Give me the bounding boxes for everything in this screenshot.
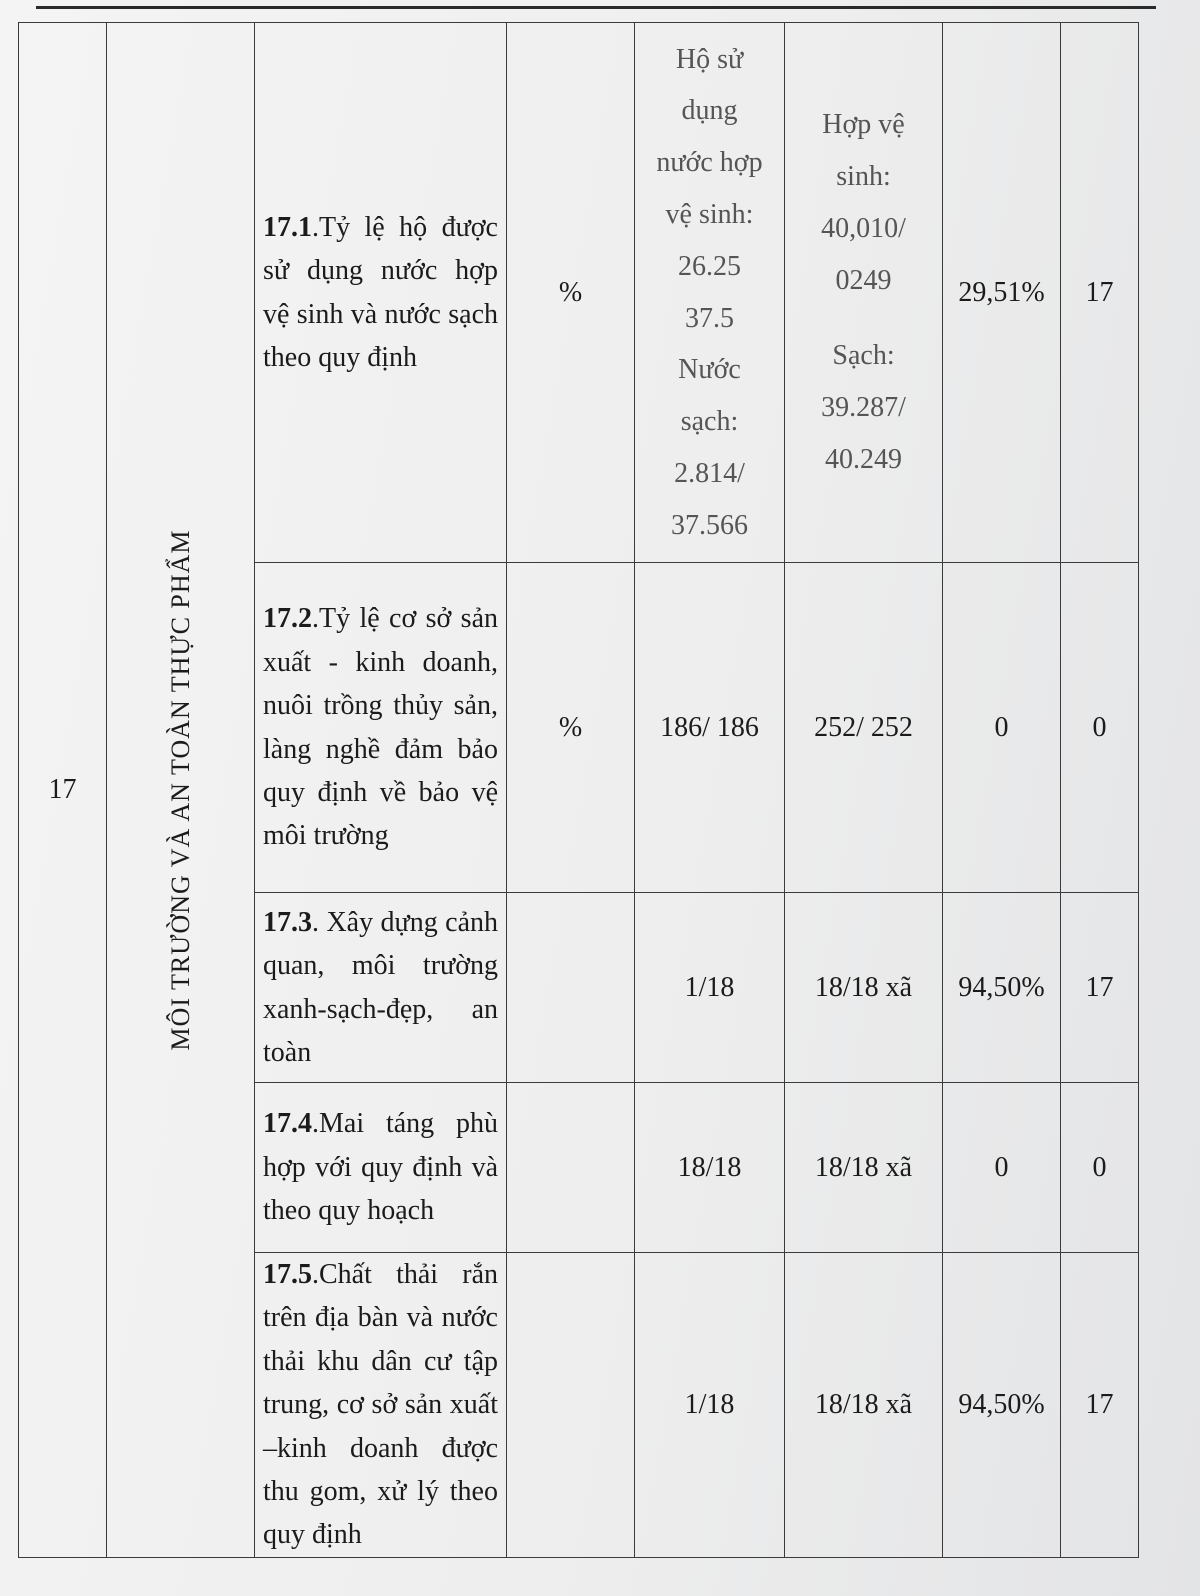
col7-cell: 17	[1061, 23, 1139, 563]
criterion-cell	[255, 893, 507, 1083]
criterion-cell	[255, 563, 507, 893]
criteria-table	[18, 22, 1139, 1558]
col5-line: Sạch:	[832, 340, 895, 372]
col4-line: Hộ sử	[675, 43, 744, 75]
col5-cell	[785, 23, 943, 563]
unit-cell	[507, 1253, 635, 1558]
criterion-cell	[255, 23, 507, 563]
col5-line: 0249	[835, 264, 892, 296]
col6-cell: 94,50%	[943, 893, 1061, 1083]
col5-cell: 252/ 252	[785, 563, 943, 893]
col5-cell: 18/18 xã	[785, 1253, 943, 1558]
criterion-text: .Tỷ lệ cơ sở sản xuất - kinh doanh, nuôi trồng thủy sản, làng nghề đảm bảo quy định về bảo vệ môi trường	[263, 603, 498, 852]
col6-cell: 94,50%	[943, 1253, 1061, 1558]
col4-line: Nước	[678, 354, 741, 386]
criterion-text: .Chất thải rắn trên địa bàn và nước thải khu dân cư tập trung, cơ sở sản xuất –kinh doanh được thu gom, xử lý theo quy định	[263, 1259, 498, 1551]
col6-cell: 0	[943, 563, 1061, 893]
header-rule	[36, 6, 1156, 9]
col6-cell: 29,51%	[943, 23, 1061, 563]
col4-cell	[635, 23, 785, 563]
col4-line: 26.25	[678, 250, 741, 282]
col6-cell: 0	[943, 1083, 1061, 1253]
col5-line: 40,010/	[821, 212, 906, 244]
col5-line: sinh:	[836, 161, 891, 192]
col4-cell: 1/18	[635, 893, 785, 1083]
col7-cell: 0	[1061, 563, 1139, 893]
col7-cell: 17	[1061, 1253, 1139, 1558]
criterion-code: 17.1	[263, 211, 312, 243]
unit-cell: %	[507, 563, 635, 893]
col7-cell: 0	[1061, 1083, 1139, 1253]
col5-line: 40.249	[825, 443, 902, 475]
col4-line: vệ sinh:	[665, 198, 754, 230]
col5-cell: 18/18 xã	[785, 1083, 943, 1253]
criterion-text: . Xây dựng cảnh quan, môi trường xanh-sạch-đẹp, an toàn	[263, 906, 498, 1068]
stt-cell: 17	[19, 23, 107, 1558]
col4-cell: 18/18	[635, 1083, 785, 1253]
col5-line: 39.287/	[821, 392, 906, 424]
unit-cell	[507, 893, 635, 1083]
group-title: MÔI TRƯỜNG VÀ AN TOÀN THỰC PHẨM	[165, 529, 195, 1051]
col4-line: 37.5	[685, 302, 734, 334]
col4-line: 37.566	[671, 509, 748, 541]
criterion-text: .Tỷ lệ hộ được sử dụng nước hợp vệ sinh và nước sạch theo quy định	[263, 211, 498, 373]
unit-cell: %	[507, 23, 635, 563]
col4-line: dụng	[681, 95, 738, 127]
col4-cell: 1/18	[635, 1253, 785, 1558]
col4-line: 2.814/	[674, 457, 745, 489]
criterion-cell	[255, 1083, 507, 1253]
unit-cell	[507, 1083, 635, 1253]
col5-line: Hợp vệ	[822, 109, 905, 141]
criterion-code: 17.3	[263, 906, 312, 938]
criterion-code: 17.5	[263, 1259, 312, 1290]
table-row	[19, 23, 1139, 563]
col5-cell: 18/18 xã	[785, 893, 943, 1083]
criterion-code: 17.2	[263, 603, 312, 635]
criteria-table-wrapper	[18, 22, 1138, 1551]
criterion-text: .Mai táng phù hợp với quy định và theo quy hoạch	[263, 1108, 498, 1227]
col4-cell: 186/ 186	[635, 563, 785, 893]
col4-line: nước hợp	[656, 147, 763, 179]
criterion-code: 17.4	[263, 1108, 312, 1140]
col7-cell: 17	[1061, 893, 1139, 1083]
spacer	[793, 306, 934, 330]
group-title-cell	[107, 23, 255, 1558]
col4-line: sạch:	[680, 406, 739, 438]
criterion-cell	[255, 1253, 507, 1558]
